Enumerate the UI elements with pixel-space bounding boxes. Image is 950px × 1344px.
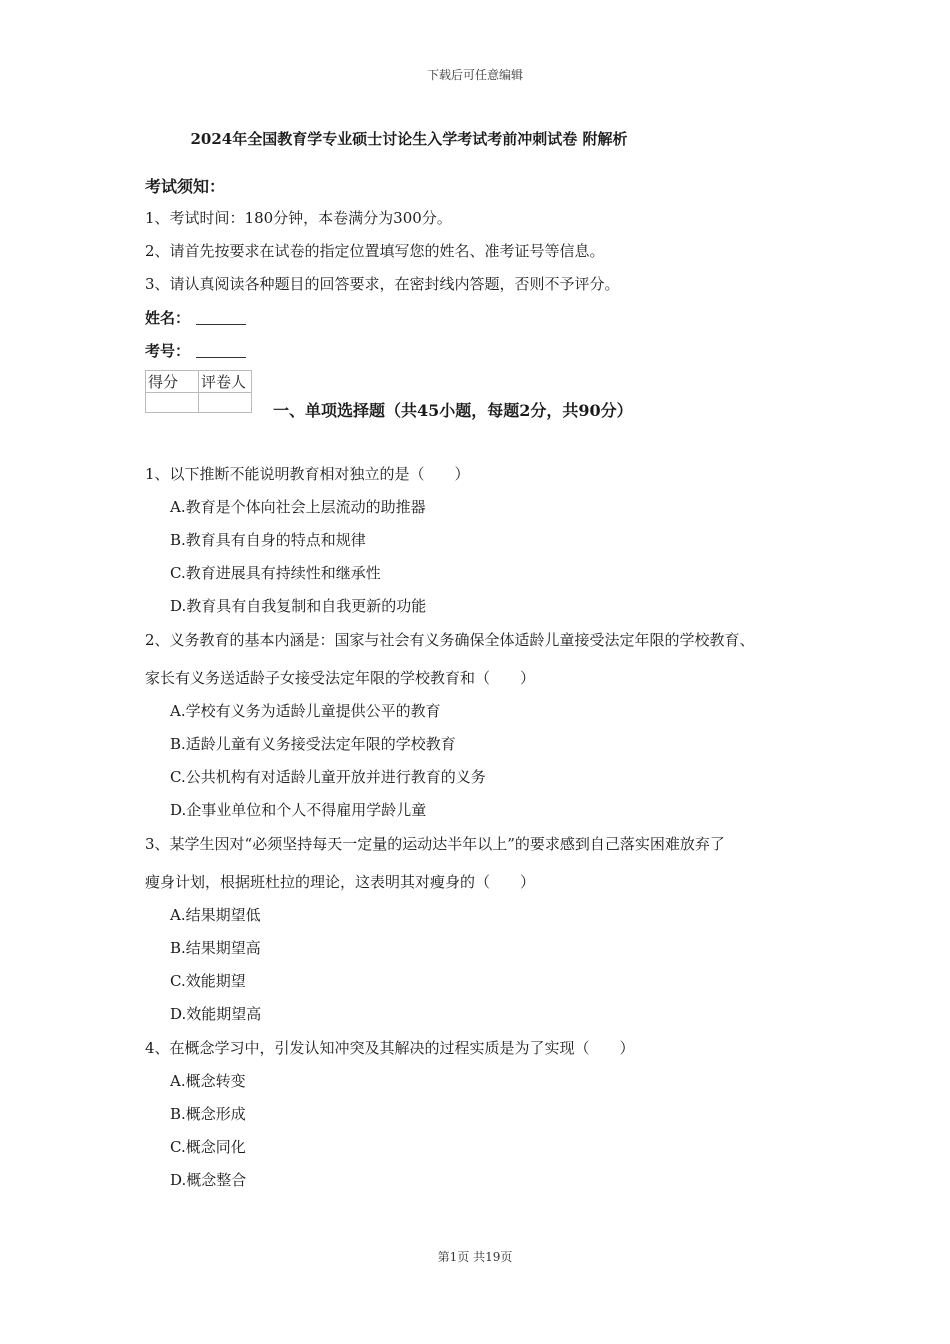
page-title: 2024年全国教育学专业硕士讨论生入学考试考前冲刺试卷 附解析	[190, 130, 628, 148]
id-field	[145, 340, 246, 361]
notice-item: 1、考试时间：180分钟，本卷满分为300分。	[145, 209, 452, 227]
name-label: 姓名：	[145, 309, 191, 327]
question-option: D.效能期望高	[170, 1005, 262, 1023]
question-option: A.教育是个体向社会上层流动的助推器	[170, 498, 426, 516]
header-note: 下载后可任意编辑	[426, 68, 523, 82]
question-stem: 家长有义务送适龄子女接受法定年限的学校教育和（ ）	[145, 669, 536, 687]
question-option: C.教育进展具有持续性和继承性	[170, 564, 381, 582]
question-option: A.结果期望低	[170, 906, 261, 924]
notice-item: 3、请认真阅读各种题目的回答要求，在密封线内答题，否则不予评分。	[145, 275, 620, 293]
question-option: A.概念转变	[170, 1072, 246, 1090]
id-label: 考号：	[145, 342, 191, 360]
question-option: C.公共机构有对适龄儿童开放并进行教育的义务	[170, 768, 486, 786]
question-option: A.学校有义务为适龄儿童提供公平的教育	[170, 702, 441, 720]
question-option: B.教育具有自身的特点和规律	[170, 531, 366, 549]
grader-cell	[199, 393, 252, 413]
question-option: C.效能期望	[170, 972, 246, 990]
page-footer: 第1页 共19页	[437, 1250, 513, 1264]
grader-header: 评卷人	[199, 371, 252, 393]
question-stem: 4、在概念学习中，引发认知冲突及其解决的过程实质是为了实现（ ）	[145, 1039, 635, 1057]
name-field	[145, 307, 246, 328]
question-stem: 1、以下推断不能说明教育相对独立的是（ ）	[145, 465, 470, 483]
question-option: C.概念同化	[170, 1138, 246, 1156]
score-cell	[146, 393, 199, 413]
name-blank	[196, 310, 246, 325]
notice-heading: 考试须知：	[145, 177, 226, 196]
question-option: B.结果期望高	[170, 939, 261, 957]
notice-item: 2、请首先按要求在试卷的指定位置填写您的姓名、准考证号等信息。	[145, 242, 605, 260]
question-option: D.教育具有自我复制和自我更新的功能	[170, 597, 427, 615]
score-header: 得分	[146, 371, 199, 393]
question-stem: 2、义务教育的基本内涵是：国家与社会有义务确保全体适龄儿童接受法定年限的学校教育、	[145, 631, 755, 649]
score-table	[145, 370, 252, 413]
question-option: D.概念整合	[170, 1171, 247, 1189]
section-heading: 一、单项选择题（共45小题，每题2分，共90分）	[273, 401, 633, 420]
question-option: B.概念形成	[170, 1105, 246, 1123]
question-stem: 瘦身计划，根据班杜拉的理论，这表明其对瘦身的（ ）	[145, 873, 536, 891]
question-option: D.企事业单位和个人不得雇用学龄儿童	[170, 801, 427, 819]
id-blank	[196, 343, 246, 358]
question-stem: 3、某学生因对“必须坚持每天一定量的运动达半年以上”的要求感到自己落实困难放弃了	[145, 835, 725, 853]
question-option: B.适龄儿童有义务接受法定年限的学校教育	[170, 735, 456, 753]
